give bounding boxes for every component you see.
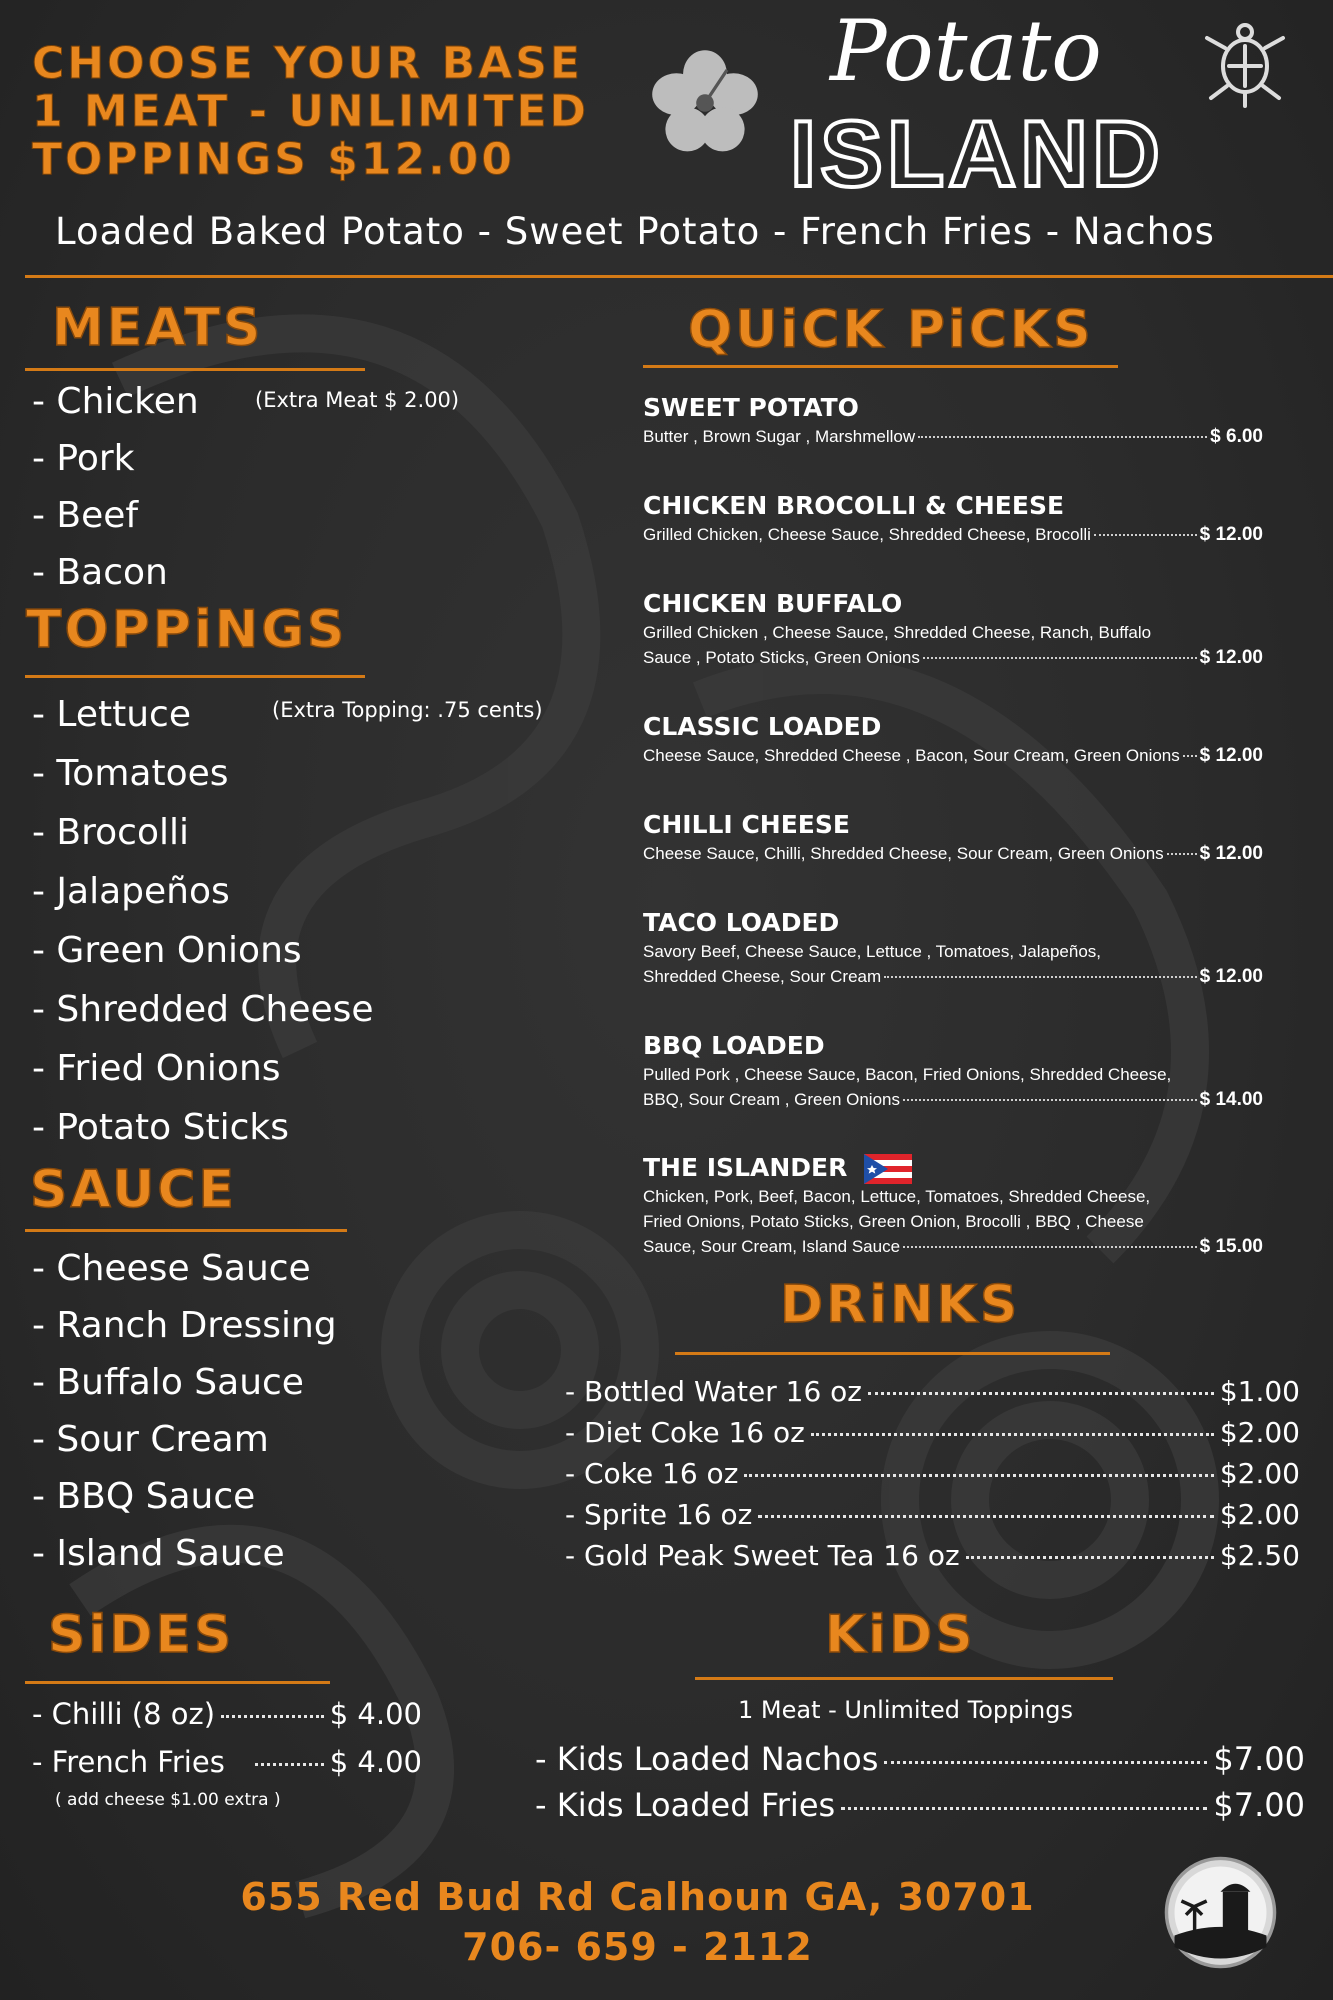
- list-item: - BBQ Sauce: [32, 1476, 256, 1517]
- sauce-divider: [25, 1229, 347, 1232]
- base-options: Loaded Baked Potato - Sweet Potato - French Fries - Nachos: [55, 210, 1215, 253]
- promo-line: TOPPINGS $12.00: [32, 134, 516, 185]
- sides-divider: [25, 1681, 330, 1684]
- meats-list: [32, 373, 199, 601]
- quick-pick-desc: Cheese Sauce, Chilli, Shredded Cheese, Sour Cream, Green Onions: [643, 844, 1164, 863]
- kids-item-name: - Kids Loaded Nachos: [535, 1740, 879, 1778]
- list-item: - Cheese Sauce: [32, 1248, 311, 1289]
- quick-pick-name: CHICKEN BROCOLLI & CHEESE: [643, 491, 1065, 520]
- drink-name: - Coke 16 oz: [565, 1457, 739, 1490]
- quick-pick-desc: Shredded Cheese, Sour Cream: [643, 967, 882, 986]
- list-item: - Sour Cream: [32, 1419, 269, 1460]
- list-item: - Buffalo Sauce: [32, 1362, 304, 1403]
- side-price: $ 4.00: [329, 1697, 422, 1731]
- castle-badge-icon: [1163, 1855, 1278, 1970]
- quick-pick-price: $ 14.00: [1199, 1089, 1263, 1110]
- quick-picks-divider: [643, 365, 1118, 368]
- address-text: 655 Red Bud Rd Calhoun GA, 30701: [240, 1875, 1035, 1919]
- dot-leader: [255, 1763, 324, 1766]
- kids-item: [535, 1786, 1305, 1824]
- quick-pick-name: CLASSIC LOADED: [643, 712, 882, 741]
- quick-pick-desc-row: [643, 841, 1263, 866]
- drink-name: - Bottled Water 16 oz: [565, 1375, 863, 1408]
- list-item: - Bacon: [32, 552, 168, 593]
- quick-pick-price: $ 12.00: [1199, 745, 1263, 766]
- dot-leader: [221, 1715, 324, 1718]
- dot-leader: [903, 1099, 1197, 1101]
- toppings-divider: [25, 675, 365, 678]
- quick-pick-desc-line: Grilled Chicken , Cheese Sauce, Shredded Cheese, Ranch, Buffalo: [643, 623, 1152, 642]
- quick-pick-price: $ 6.00: [1210, 426, 1263, 447]
- meats-heading: MEATS: [52, 298, 264, 358]
- quick-pick-desc: Butter , Brown Sugar , Marshmellow: [643, 427, 916, 446]
- quick-pick-name: BBQ LOADED: [643, 1031, 825, 1060]
- sides-note: ( add cheese $1.00 extra ): [55, 1790, 281, 1810]
- list-item: - Tomatoes: [32, 753, 229, 794]
- side-price: $ 4.00: [329, 1745, 422, 1779]
- quick-pick-desc: Sauce , Potato Sticks, Green Onions: [643, 648, 920, 667]
- promo-headline: [32, 40, 652, 184]
- kids-divider: [695, 1677, 1113, 1680]
- quick-pick-desc-line: Pulled Pork , Cheese Sauce, Bacon, Fried Onions, Shredded Cheese,: [643, 1065, 1172, 1084]
- dot-leader: [923, 657, 1197, 659]
- toppings-list: [32, 685, 374, 1157]
- list-item: - Green Onions: [32, 930, 302, 971]
- kids-item-price: $7.00: [1213, 1786, 1305, 1824]
- side-name: - French Fries: [32, 1745, 225, 1779]
- kids-heading: KiDS: [825, 1605, 976, 1665]
- drink-price: $1.00: [1219, 1375, 1300, 1408]
- logo-script-text: Potato: [830, 2, 1102, 100]
- quick-pick-name: SWEET POTATO: [643, 393, 859, 422]
- dot-leader: [758, 1515, 1214, 1518]
- quick-pick-desc-line: Savory Beef, Cheese Sauce, Lettuce , Tomatoes, Jalapeños,: [643, 942, 1102, 961]
- puerto-rico-flag-icon: [864, 1154, 912, 1184]
- dot-leader: [1183, 755, 1197, 757]
- quick-pick-name: THE ISLANDER: [643, 1153, 848, 1182]
- drink-item: [565, 1416, 1300, 1449]
- dot-leader: [868, 1392, 1214, 1395]
- quick-pick-desc-row: [643, 522, 1263, 547]
- dot-leader: [918, 436, 1207, 438]
- drink-name: - Diet Coke 16 oz: [565, 1416, 805, 1449]
- quick-pick-desc-row: [643, 1234, 1263, 1259]
- list-item: - Island Sauce: [32, 1533, 285, 1574]
- quick-pick-desc-row: [643, 743, 1263, 768]
- quick-pick-item: [643, 809, 1263, 866]
- quick-pick-price: $ 12.00: [1199, 843, 1263, 864]
- quick-pick-item: [643, 588, 1263, 670]
- dot-leader: [1094, 534, 1197, 536]
- quick-pick-item: [643, 1030, 1263, 1112]
- header-divider: [25, 275, 1333, 278]
- dot-leader: [744, 1474, 1213, 1477]
- quick-pick-desc: Cheese Sauce, Shredded Cheese , Bacon, Sour Cream, Green Onions: [643, 746, 1180, 765]
- meats-divider: [25, 368, 365, 371]
- list-item: - Brocolli: [32, 812, 189, 853]
- kids-item-price: $7.00: [1213, 1740, 1305, 1778]
- quick-pick-desc-row: [643, 1087, 1263, 1112]
- sauce-heading: SAUCE: [30, 1160, 238, 1220]
- list-item: - Beef: [32, 495, 139, 536]
- sauce-list: [32, 1240, 337, 1582]
- list-item: - Chicken: [32, 381, 199, 422]
- quick-pick-price: $ 15.00: [1199, 1236, 1263, 1257]
- dot-leader: [884, 1761, 1207, 1764]
- quick-pick-name-row: [643, 1152, 1263, 1184]
- drink-price: $2.00: [1219, 1457, 1300, 1490]
- quick-pick-desc-line: Fried Onions, Potato Sticks, Green Onion, Brocolli , BBQ , Cheese: [643, 1212, 1144, 1231]
- list-item: - Shredded Cheese: [32, 989, 374, 1030]
- drink-name: - Gold Peak Sweet Tea 16 oz: [565, 1539, 960, 1572]
- quick-pick-item: [643, 490, 1263, 547]
- quick-pick-name: CHILLI CHEESE: [643, 810, 850, 839]
- quick-pick-price: $ 12.00: [1199, 524, 1263, 545]
- kids-item-name: - Kids Loaded Fries: [535, 1786, 836, 1824]
- extra-topping-note: (Extra Topping: .75 cents): [272, 698, 543, 722]
- quick-pick-price: $ 12.00: [1199, 966, 1263, 987]
- dot-leader: [811, 1433, 1214, 1436]
- dot-leader: [903, 1246, 1197, 1248]
- hibiscus-icon: [650, 48, 760, 158]
- quick-pick-item: [643, 392, 1263, 449]
- phone-text: 706- 659 - 2112: [462, 1925, 813, 1969]
- dot-leader: [1167, 853, 1197, 855]
- quick-pick-desc-line: Chicken, Pork, Beef, Bacon, Lettuce, Tomatoes, Shredded Cheese,: [643, 1187, 1151, 1206]
- dot-leader: [884, 976, 1196, 978]
- logo-bold-text: ISLAND: [790, 101, 1164, 206]
- promo-line: 1 MEAT - UNLIMITED: [32, 86, 590, 137]
- toppings-heading: TOPPiNGS: [26, 600, 348, 660]
- quick-pick-item: [643, 907, 1263, 989]
- quick-pick-price: $ 12.00: [1199, 647, 1263, 668]
- turtle-icon: [1195, 16, 1295, 116]
- dot-leader: [841, 1807, 1207, 1810]
- list-item: - Pork: [32, 438, 135, 479]
- quick-pick-desc-row: [643, 645, 1263, 670]
- list-item: - Ranch Dressing: [32, 1305, 337, 1346]
- drink-item: [565, 1457, 1300, 1490]
- quick-pick-desc: Sauce, Sour Cream, Island Sauce: [643, 1237, 901, 1256]
- quick-pick-desc: BBQ, Sour Cream , Green Onions: [643, 1090, 900, 1109]
- sides-heading: SiDES: [48, 1605, 235, 1665]
- promo-line: CHOOSE YOUR BASE: [32, 38, 583, 89]
- quick-pick-name: CHICKEN BUFFALO: [643, 589, 903, 618]
- list-item: - Lettuce: [32, 694, 191, 735]
- dot-leader: [966, 1556, 1214, 1559]
- side-name: - Chilli (8 oz): [32, 1697, 216, 1731]
- quick-pick-item: [643, 1152, 1263, 1259]
- kids-subtitle: 1 Meat - Unlimited Toppings: [738, 1696, 1073, 1724]
- side-item: [32, 1697, 422, 1731]
- quick-pick-name: TACO LOADED: [643, 908, 840, 937]
- extra-meat-note: (Extra Meat $ 2.00): [255, 388, 460, 412]
- quick-pick-desc-row: [643, 964, 1263, 989]
- list-item: - Jalapeños: [32, 871, 230, 912]
- quick-pick-item: [643, 711, 1263, 768]
- kids-item: [535, 1740, 1305, 1778]
- drink-price: $2.00: [1219, 1416, 1300, 1449]
- list-item: - Fried Onions: [32, 1048, 281, 1089]
- drinks-divider: [675, 1352, 1110, 1355]
- side-item: [32, 1745, 422, 1779]
- quick-picks-heading: QUiCK PiCKS: [688, 300, 1094, 360]
- quick-pick-desc-row: [643, 424, 1263, 449]
- quick-pick-desc: Grilled Chicken, Cheese Sauce, Shredded Cheese, Brocolli: [643, 525, 1091, 544]
- drinks-heading: DRiNKS: [780, 1275, 1021, 1335]
- drink-name: - Sprite 16 oz: [565, 1498, 753, 1531]
- list-item: - Potato Sticks: [32, 1107, 290, 1148]
- drink-price: $2.00: [1219, 1498, 1300, 1531]
- drink-item: [565, 1539, 1300, 1572]
- drink-item: [565, 1498, 1300, 1531]
- drink-item: [565, 1375, 1300, 1408]
- drink-price: $2.50: [1219, 1539, 1300, 1572]
